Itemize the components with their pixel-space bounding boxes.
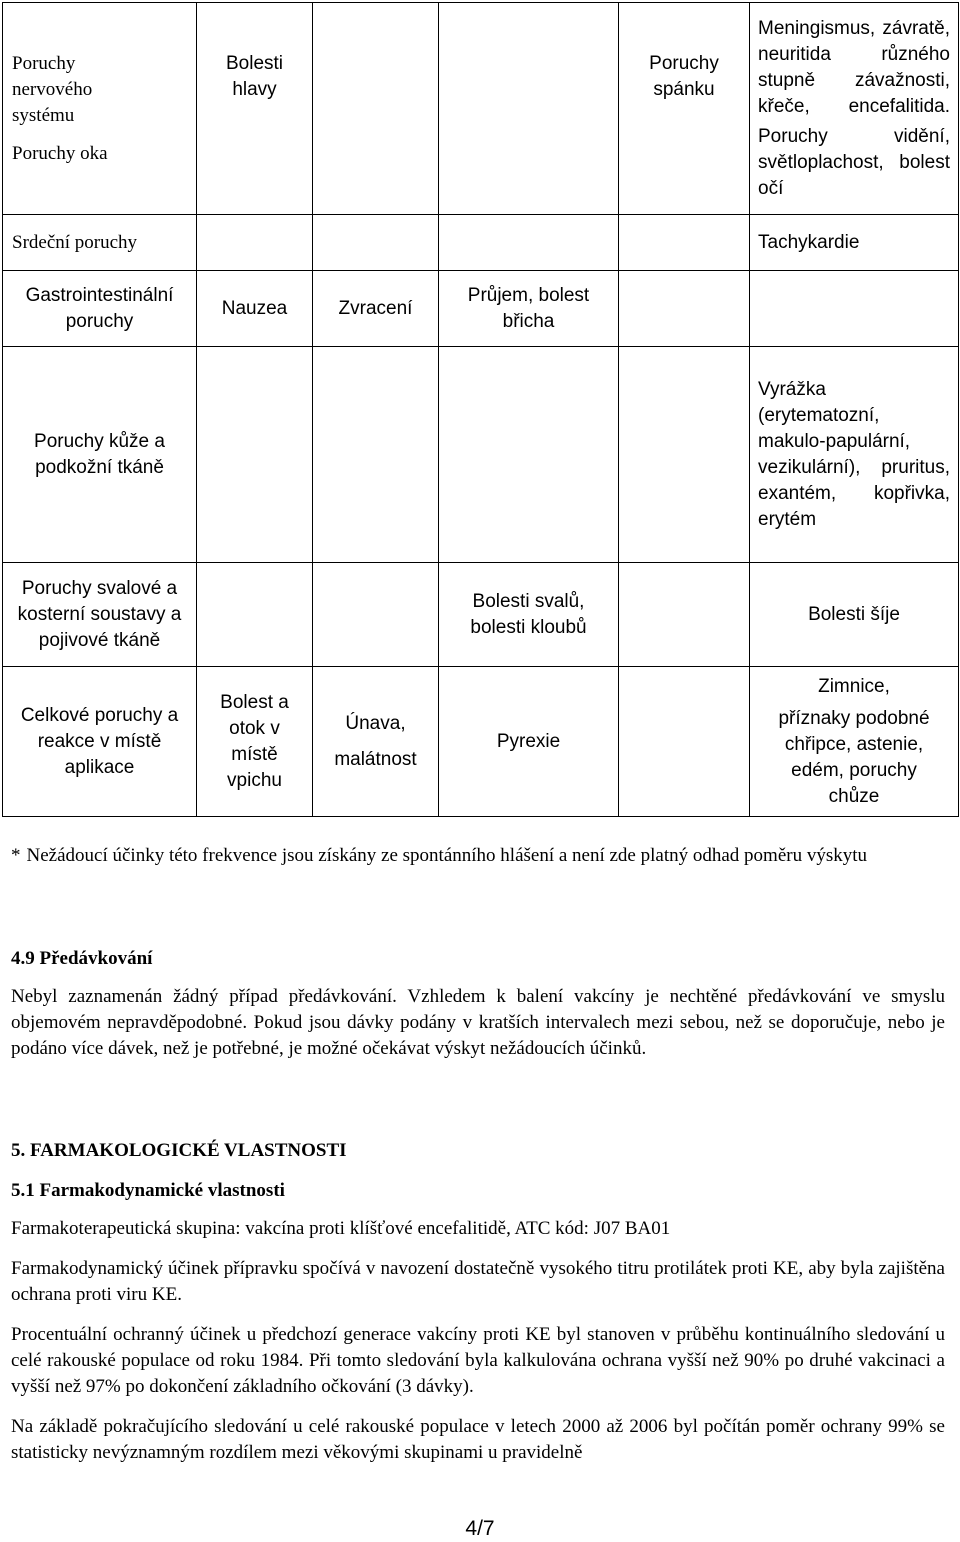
cell-pyrexia: Pyrexie — [439, 667, 619, 817]
cell-text: malátnost — [334, 748, 417, 770]
cell-empty — [619, 347, 750, 563]
cell-empty — [619, 667, 750, 817]
cell-sleep — [619, 3, 750, 215]
cell-empty — [619, 563, 750, 667]
adverse-effects-table — [2, 2, 959, 817]
cell-myalgia — [439, 563, 619, 667]
cell-empty — [313, 563, 439, 667]
cell-empty — [439, 347, 619, 563]
cell-text: Únava, — [345, 712, 406, 734]
cell-empty — [197, 347, 313, 563]
cell-text: Bolesti svalů, bolesti kloubů — [470, 590, 587, 638]
cell-empty — [197, 215, 313, 271]
cell-text: Zimnice, — [818, 675, 890, 697]
overdose-section — [11, 946, 945, 1062]
efficacy-paragraph: Procentuální ochranný účinek u předchozí generace vakcíny proti KE byl stanoven v průběhu kontinuálního sledování u celé rakouské populace od roku 1984. Při tomto sledování byla kalkulována ochrana vyšší než 90% po druhé vakcinaci a vyšší než 97% po dokončení základního očkování (3 dávky). — [11, 1324, 945, 1397]
cell-empty — [439, 215, 619, 271]
cell-empty — [313, 3, 439, 215]
system-label-heart: Srdeční poruchy — [3, 215, 197, 271]
cell-text: Průjem, bolest břicha — [467, 284, 590, 332]
cell-flu-like — [750, 667, 959, 817]
cell-text: Celkové poruchy a reakce v místě aplikace — [20, 704, 179, 778]
cell-empty — [439, 3, 619, 215]
cell-text: Poruchy spánku — [649, 53, 719, 100]
cell-text: Bolesti hlavy — [225, 53, 284, 100]
cell-empty — [619, 271, 750, 347]
atc-paragraph: Farmakoterapeutická skupina: vakcína proti klíšťové encefalitidě, ATC kód: J07 BA01 — [11, 1218, 671, 1239]
section-heading: 5. FARMAKOLOGICKÉ VLASTNOSTI — [11, 1140, 347, 1161]
cell-fatigue — [313, 667, 439, 817]
cell-rash — [750, 347, 959, 563]
system-label-musculo — [3, 563, 197, 667]
system-cell-nervous-eye — [3, 3, 197, 215]
system-label-eye: Poruchy oka — [12, 142, 108, 164]
system-label-general — [3, 667, 197, 817]
cell-empty — [197, 563, 313, 667]
cell-tachycardia: Tachykardie — [750, 215, 959, 271]
cell-text: příznaky podobné chřipce, astenie, edém, poruchy chůze — [778, 707, 930, 807]
cell-nervous-eye-other — [750, 3, 959, 215]
system-label-gi: Gastrointestinální poruchy — [3, 271, 197, 347]
pharmacodynamic-paragraph: Farmakodynamický účinek přípravku spočívá v navození dostatečně vysokého titru protilátek proti KE, aby byla zajištěna ochrana proti viru KE. — [11, 1258, 945, 1305]
footnote — [11, 843, 945, 869]
pharmacology-section — [11, 1138, 945, 1466]
cell-headache — [197, 3, 313, 215]
footnote-mark: * — [11, 845, 21, 866]
cell-empty — [619, 215, 750, 271]
cell-neck-pain: Bolesti šíje — [750, 563, 959, 667]
cell-injection-site — [197, 667, 313, 817]
cell-text: Poruchy vidění, světloplachost, bolest očí — [758, 125, 950, 199]
overdose-heading: 4.9 Předávkování — [11, 948, 153, 969]
system-label-skin — [3, 347, 197, 563]
footnote-text — [11, 843, 945, 869]
overdose-text: Nebyl zaznamenán žádný případ předávkování. Vzhledem k balení vakcíny je nechtěné předávkování ve smyslu objemovém nepravděpodobné. Pokud jsou dávky podány v kratších intervalech mezi sebou, než se doporučuje, nebo je podáno více dávek, než je potřebné, je možné očekávat výskyt nežádoucích účinků. — [11, 986, 945, 1059]
cell-diarrhea — [439, 271, 619, 347]
cell-text: Vyrážka (erytematozní, makulo-papulární, vezikulární), pruritus, exantém, kopřivka, erytém — [758, 378, 950, 530]
cell-text: Bolest a otok v místě vpichu — [220, 691, 289, 791]
page-number: 4/7 — [465, 1517, 495, 1540]
subsection-heading: 5.1 Farmakodynamické vlastnosti — [11, 1180, 285, 1201]
cell-empty — [750, 271, 959, 347]
cell-vomiting: Zvracení — [313, 271, 439, 347]
footnote-body: Nežádoucí účinky této frekvence jsou získány ze spontánního hlášení a není zde platný odhad poměru výskytu — [26, 845, 867, 866]
cell-nausea: Nauzea — [197, 271, 313, 347]
cell-text: Poruchy kůže a podkožní tkáně — [34, 430, 165, 478]
system-label-nervous: Poruchy nervového systému — [12, 52, 93, 126]
cell-empty — [313, 347, 439, 563]
surveillance-paragraph: Na základě pokračujícího sledování u celé rakouské populace v letech 2000 až 2006 byl počítán poměr ochrany 99% se statisticky nevýznamným rozdílem mezi věkovými skupinami u pravidelně — [11, 1416, 945, 1463]
cell-text: Meningismus, závratě, neuritida různého stupně závažnosti, křeče, encefalitida. — [758, 17, 950, 117]
cell-empty — [313, 215, 439, 271]
cell-text: Poruchy svalové a kosterní soustavy a pojivové tkáně — [17, 577, 182, 651]
